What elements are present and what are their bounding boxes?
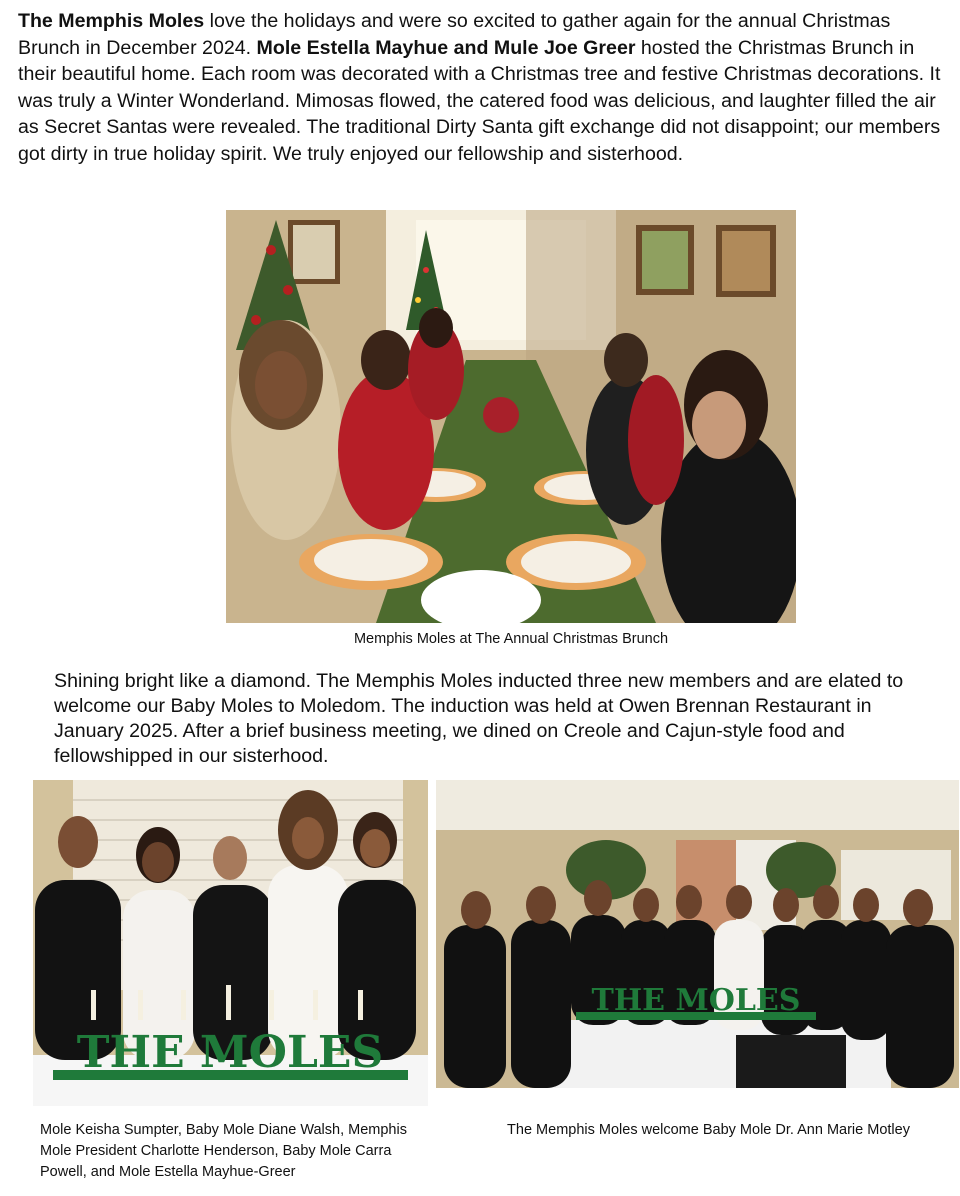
intro-text-1: love the holidays and were so excited to gather again for the annual Christmas Brunch in December 2024. — [18, 10, 891, 59]
brunch-photo — [226, 210, 796, 623]
induction-sign-text: THE MOLES — [76, 1027, 384, 1078]
intro-bold-hosts: Mole Estella Mayhue and Mule Joe Greer — [256, 36, 636, 59]
brunch-photo-caption: Memphis Moles at The Annual Christmas Brunch — [353, 631, 669, 647]
induction-photo-2-caption: The Memphis Moles welcome Baby Mole Dr. Ann Marie Motley — [507, 1122, 910, 1138]
induction-photo-large-group — [436, 780, 959, 1088]
induction-sign-text-2: THE MOLES — [591, 983, 801, 1018]
induction-photo-1-caption: Mole Keisha Sumpter, Baby Mole Diane Walsh, Memphis Mole President Charlotte Henderson, Baby Mole Carra Powell, and Mole Estella Mayhue-Greer — [40, 1122, 407, 1180]
intro-paragraph — [18, 8, 948, 167]
intro-bold-moles: The Memphis Moles — [18, 10, 205, 32]
induction-paragraph: Shining bright like a diamond. The Memphis Moles inducted three new members and are elated to welcome our Baby Moles to Moledom. The induction was held at Owen Brennan Restaurant in January 2025. After a brief business meeting, we dined on Creole and Cajun-style food and fellowshipped in our sisterhood. — [54, 670, 904, 767]
intro-text-2: hosted the Christmas Brunch in their beautiful home. Each room was decorated with a Christmas tree and festive Christmas decorations. It was truly a Winter Wonderland. Mimosas flowed, the catered food was delicious, and laughter filled the air as Secret Santas were revealed. The traditional Dirty Santa gift exchange did not disappoint; our members got dirty in true holiday spirit. We truly enjoyed our fellowship and sisterhood. — [18, 36, 941, 165]
induction-photo-group-of-five — [33, 780, 428, 1106]
